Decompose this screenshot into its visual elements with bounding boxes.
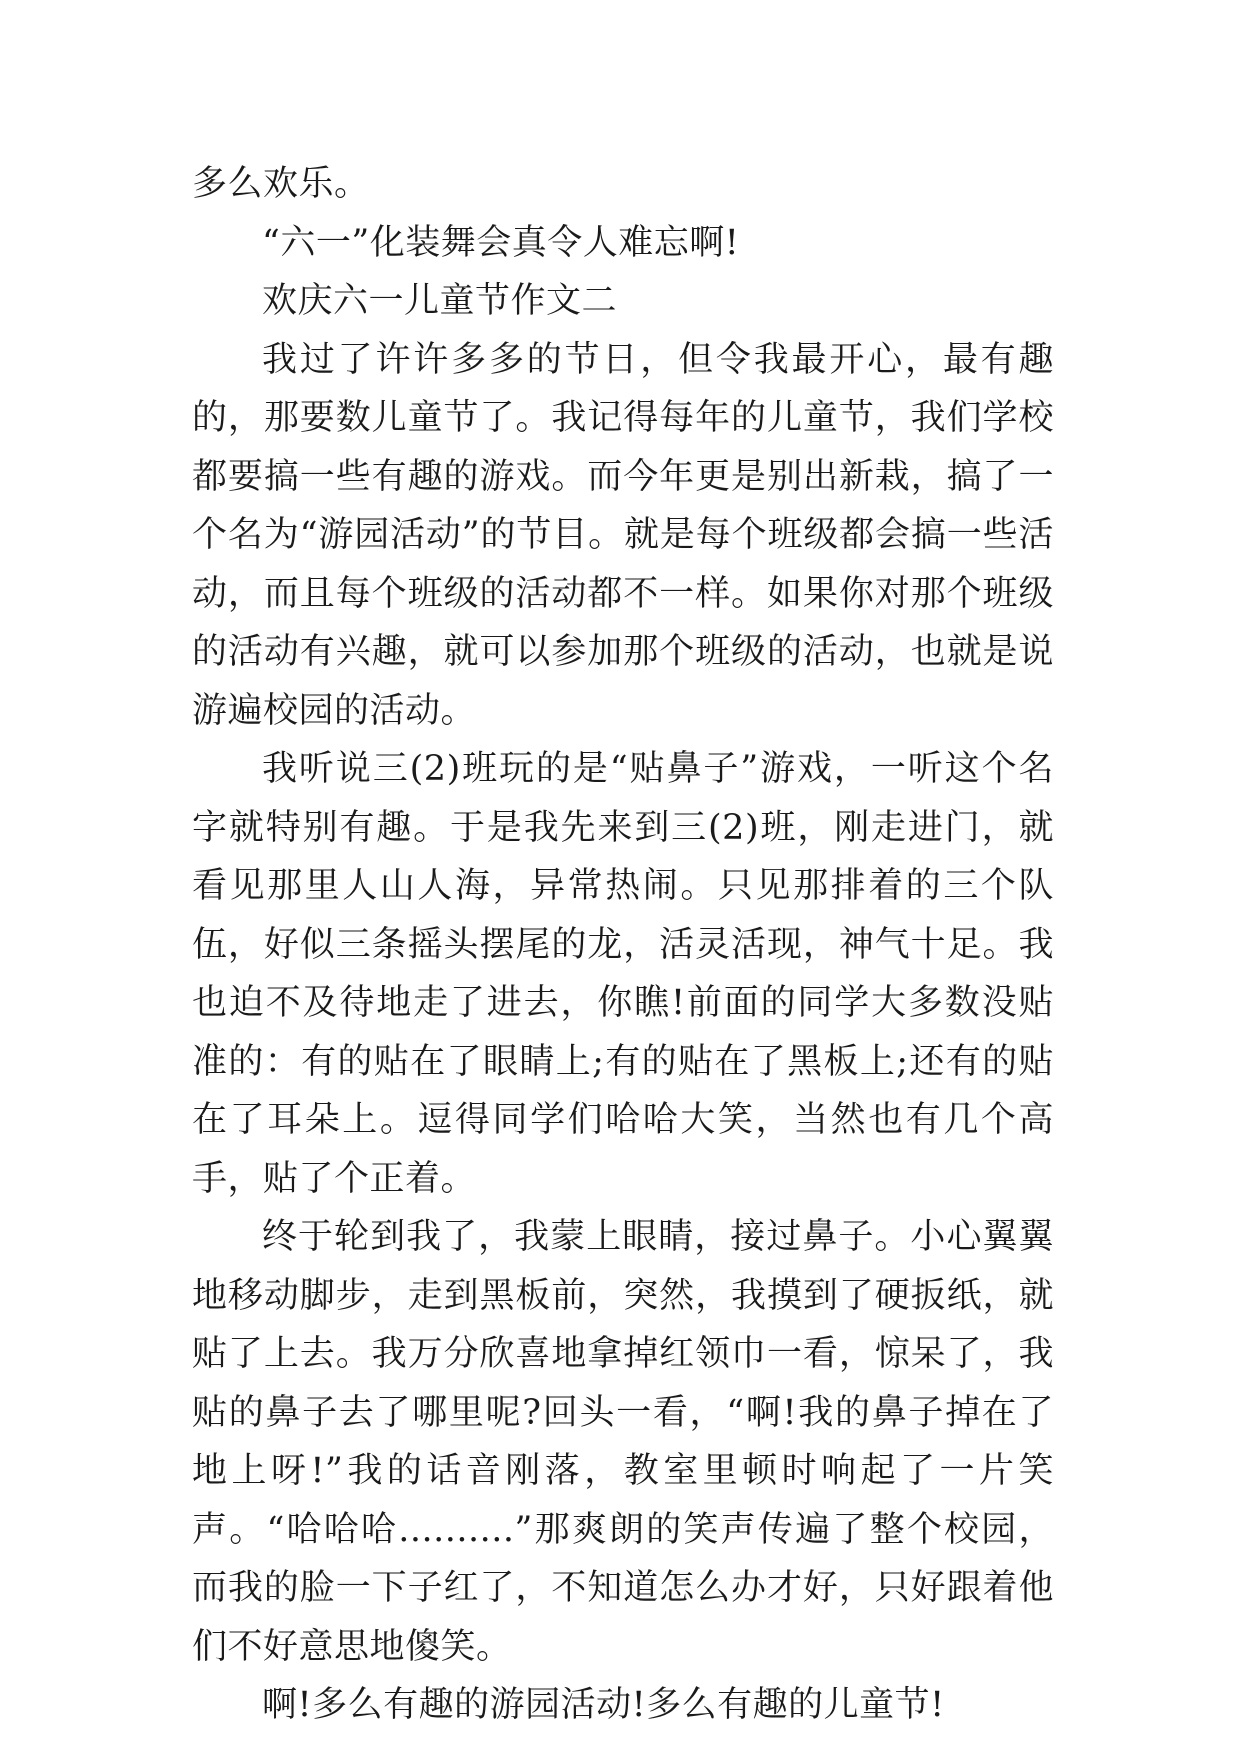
essay-title: 欢庆六一儿童节作文二 <box>262 281 618 321</box>
paragraph-my-turn: 终于轮到我了，我蒙上眼睛，接过鼻子。小心翼翼地移动脚步，走到黑板前，突然，我摸到了硬扳纸，就贴了上去。我万分欣喜地拿掉红领巾一看，惊呆了，我贴的鼻子去了哪里呢?回头一看，“啊!我的鼻子掉在了地上呀!”我的话音刚落，教室里顿时响起了一片笑声。“哈哈哈..........”那爽朗的笑声传遍了整个校园，而我的脸一下子红了，不知道怎么办才好，只好跟着他们不好意思地傻笑。 <box>192 1217 1054 1667</box>
document-body <box>192 155 1054 1735</box>
paragraph-game: 我听说三(2)班玩的是“贴鼻子”游戏，一听这个名字就特别有趣。于是我先来到三(2)班，刚走进门，就看见那里人山人海，异常热闹。只见那排着的三个队伍，好似三条摇头摆尾的龙，活灵活现，神气十足。我也迫不及待地走了进去，你瞧!前面的同学大多数没贴准的：有的贴在了眼睛上;有的贴在了黑板上;还有的贴在了耳朵上。逗得同学们哈哈大笑，当然也有几个高手，贴了个正着。 <box>192 749 1054 1199</box>
paragraph-closing-line: “六一”化装舞会真令人难忘啊! <box>262 222 740 263</box>
paragraph-continuation: 多么欢乐。 <box>192 164 370 204</box>
paragraph-conclusion: 啊!多么有趣的游园活动!多么有趣的儿童节! <box>262 1685 945 1725</box>
paragraph-intro: 我过了许许多多的节日，但令我最开心，最有趣的，那要数儿童节了。我记得每年的儿童节，我们学校都要搞一些有趣的游戏。而今年更是别出新栽，搞了一个名为“游园活动”的节目。就是每个班级都会搞一些活动，而且每个班级的活动都不一样。如果你对那个班级的活动有兴趣，就可以参加那个班级的活动，也就是说游遍校园的活动。 <box>192 339 1054 731</box>
